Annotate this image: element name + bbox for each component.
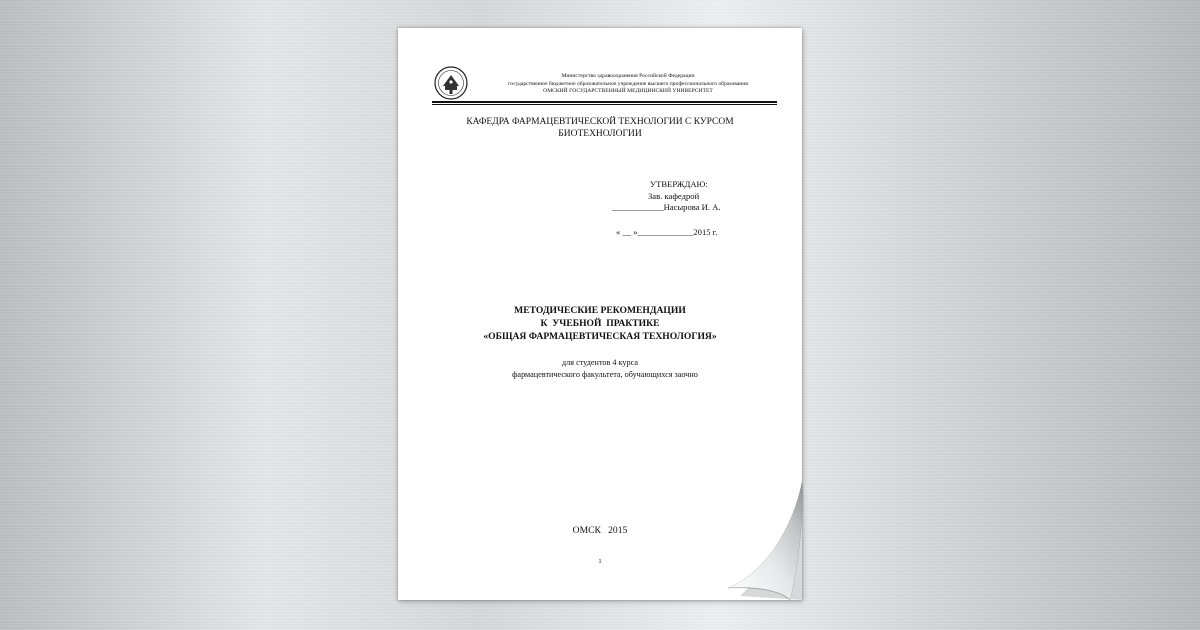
department-name <box>428 116 772 140</box>
city-year: ОМСК 2015 <box>572 525 628 536</box>
document-subtitle <box>428 357 772 381</box>
subtitle-line-1: для студентов 4 курса <box>562 358 638 367</box>
university-name-line: ОМСКИЙ ГОСУДАРСТВЕННЫЙ МЕДИЦИНСКИЙ УНИВЕРСИТЕТ <box>543 88 713 94</box>
university-emblem-icon <box>434 66 468 100</box>
page-curl-decoration <box>720 478 804 602</box>
institution-header <box>478 73 778 96</box>
subtitle-line-2: фармацевтического факультета, обучающихся заочно <box>512 370 698 379</box>
department-line-2: БИОТЕХНОЛОГИИ <box>558 129 642 139</box>
title-line-3: «ОБЩАЯ ФАРМАЦЕВТИЧЕСКАЯ ТЕХНОЛОГИЯ» <box>483 331 717 342</box>
page-number: 1 <box>598 558 602 565</box>
header-rule-thick <box>432 101 777 103</box>
approval-signature-line: ____________Насырова И. А. <box>612 202 721 212</box>
document-title <box>428 304 772 343</box>
title-line-2: К УЧЕБНОЙ ПРАКТИКЕ <box>540 318 660 329</box>
approval-date-line: « __ »_____________2015 г. <box>616 227 718 237</box>
title-line-1: МЕТОДИЧЕСКИЕ РЕКОМЕНДАЦИИ <box>514 305 686 316</box>
institution-type-line: государственное бюджетное образовательное учреждение высшего профессионального образования <box>508 80 748 87</box>
header-rule-thin <box>432 104 777 105</box>
department-line-1: КАФЕДРА ФАРМАЦЕВТИЧЕСКОЙ ТЕХНОЛОГИИ С КУРСОМ <box>466 117 734 127</box>
approval-heading: УТВЕРЖДАЮ: <box>650 179 708 189</box>
approval-position: Зав. кафедрой <box>648 191 700 201</box>
ministry-line: Министерство здравоохранения Российской Федерации <box>561 73 695 79</box>
